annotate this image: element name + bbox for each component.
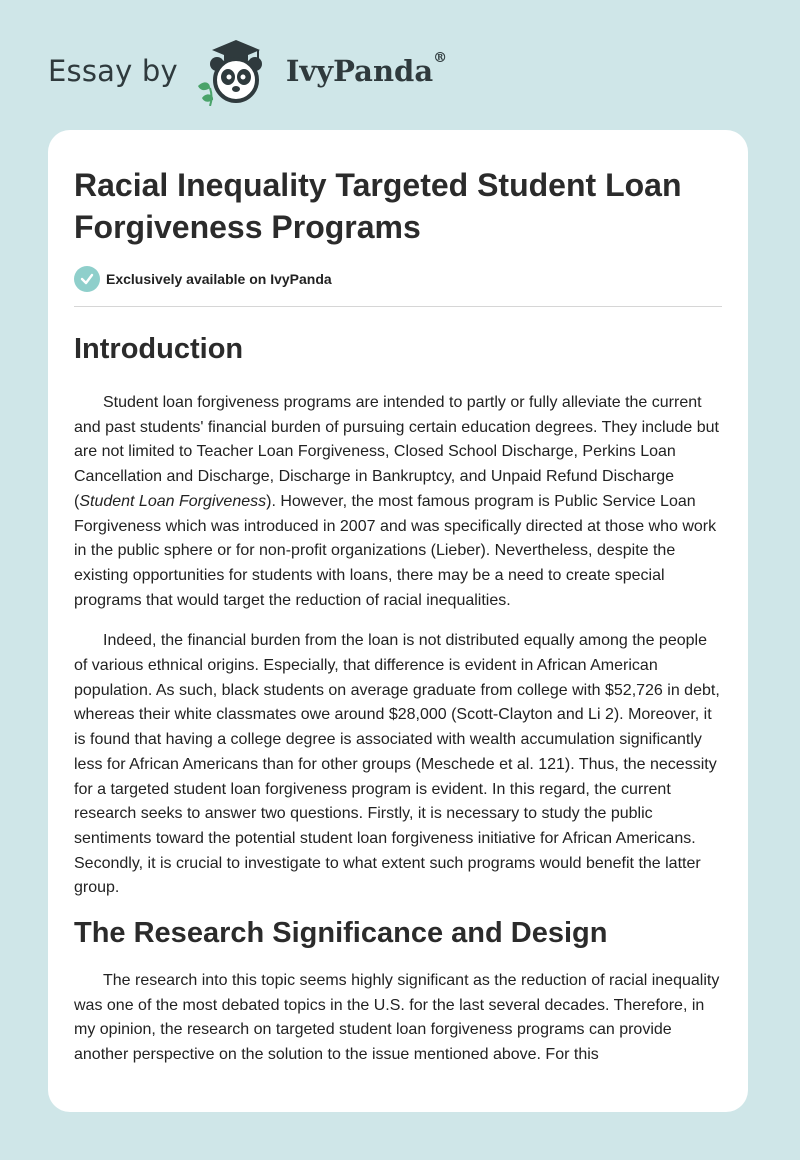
exclusive-badge [74,266,722,292]
exclusive-badge-label: Exclusively available on IvyPanda [106,271,332,287]
ivypanda-logo-icon[interactable] [194,36,278,106]
page-title: Racial Inequality Targeted Student Loan Forgiveness Programs [74,167,682,245]
section-heading-research-significance: The Research Significance and Design [74,917,608,950]
divider [74,306,722,307]
essay-by-label: Essay by [48,54,178,88]
check-icon [74,266,100,292]
paragraph: Student loan forgiveness programs are intended to partly or fully alleviate the current and past students' financial burden of pursuing certain education degrees. They include but are not limited to Teacher Loan Forgiveness, Closed School Discharge, Perkins Loan Cancellation and Discharge, Discharge in Bankruptcy, and Unpaid Refund Discharge (Student Loan Forgiveness). However, the most famous program is Public Service Loan Forgiveness which was introduced in 2007 and was specifically directed at those who work in the public sphere or for non-profit organizations (Lieber). Nevertheless, despite the existing opportunities for students with loans, there may be a need to create special programs that would target the reduction of racial inequalities. [74,394,719,609]
paragraph: Indeed, the financial burden from the loan is not distributed equally among the people of various ethnical origins. Especially, that difference is evident in African American population. As such, black students on average graduate from college with $52,726 in debt, whereas their white classmates owe around $28,000 (Scott-Clayton and Li 2). Moreover, it is found that having a college degree is associated with wealth accumulation significantly less for African Americans than for other groups (Meschede et al. 121). Thus, the necessity for a targeted student loan forgiveness program is evident. In this regard, the current research seeks to answer two questions. Firstly, it is necessary to study the public sentiments toward the potential student loan forgiveness initiative for African Americans. Secondly, it is crucial to investigate to what extent such programs would benefit the latter group. [74,632,720,897]
citation-italic: Student Loan Forgiveness [79,492,267,510]
site-header [48,36,447,106]
section-heading-introduction: Introduction [74,333,244,365]
essay-card [48,130,748,1112]
brand-name[interactable]: IvyPanda® [285,50,448,88]
paragraph: The research into this topic seems highly significant as the reduction of racial inequality was one of the most debated topics in the U.S. for the last several decades. Therefore, in my opinion, the research on targeted student loan forgiveness programs can provide another perspective on the solution to the issue mentioned above. For this [74,972,720,1064]
